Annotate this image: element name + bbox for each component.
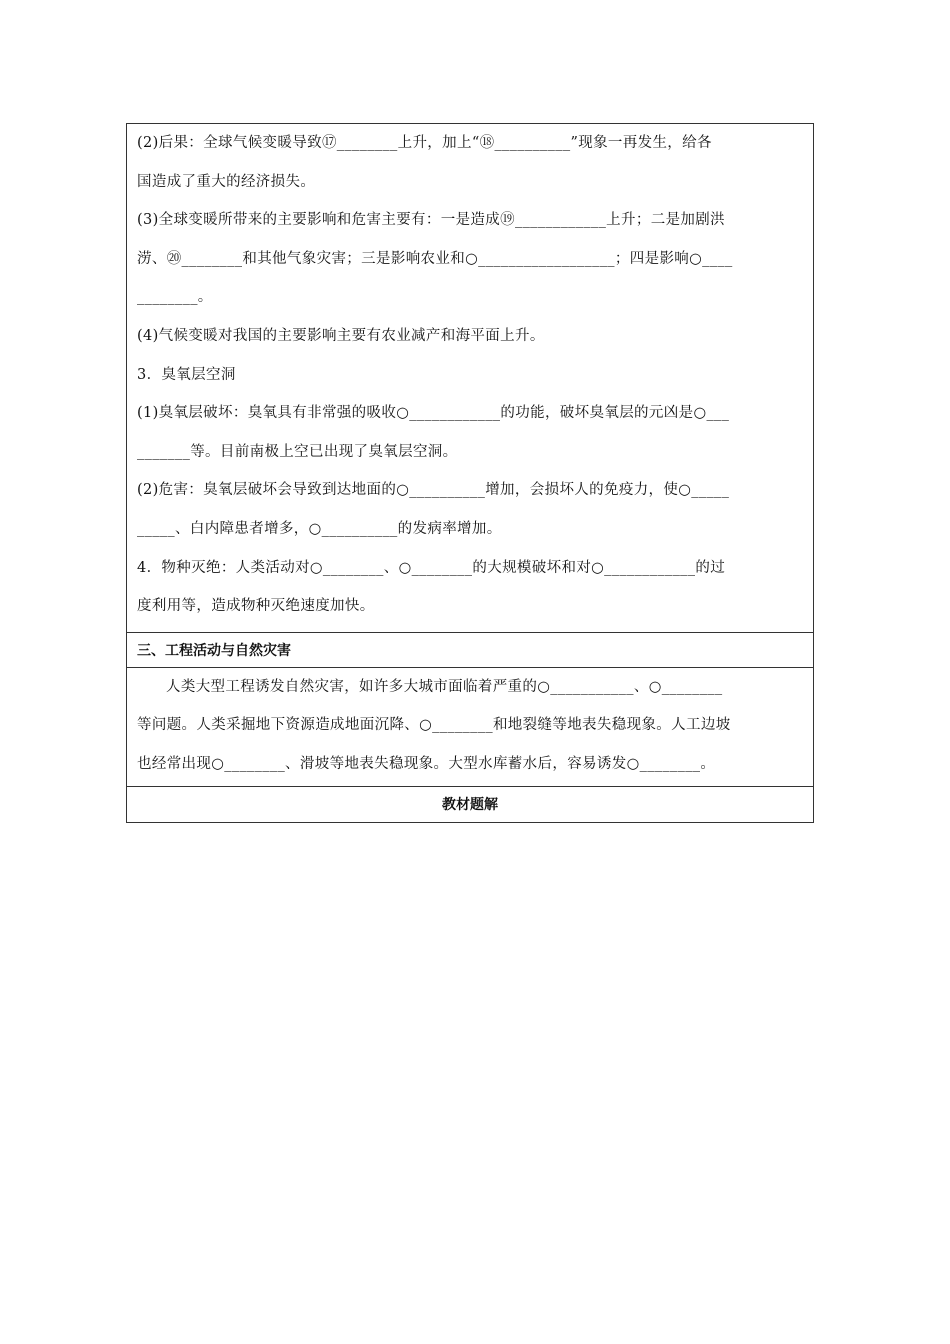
- text-line: _____、白内障患者增多，○__________的发病率增加。: [137, 520, 502, 537]
- text-line: (2)后果：全球气候变暖导致⑰________上升，加上“⑱__________”现象一再发生，给各: [137, 135, 712, 151]
- textbook-answers-cell: [127, 787, 813, 822]
- text-line: (4)气候变暖对我国的主要影响主要有农业减产和海平面上升。: [137, 327, 545, 344]
- engineering-hazards-cell: [127, 668, 813, 787]
- text-line: 等问题。人类采掘地下资源造成地面沉降、○________和地裂缝等地表失稳现象。人工边坡: [137, 717, 731, 734]
- text-line: _______等。目前南极上空已出现了臭氧层空洞。: [137, 443, 458, 460]
- text-line: 国造成了重大的经济损失。: [137, 173, 316, 190]
- species-extinction-line: 4．物种灭绝：人类活动对○________、○________的大规模破坏和对○____________的过: [137, 559, 726, 576]
- text-line: 也经常出现○________、滑坡等地表失稳现象。大型水库蓄水后，容易诱发○________。: [137, 755, 716, 772]
- worksheet-table: [126, 123, 814, 823]
- text-line: 涝、⑳________和其他气象灾害；三是影响农业和○__________________；四是影响○____: [137, 250, 733, 267]
- text-line: ________。: [137, 289, 213, 306]
- textbook-answers-title: 教材题解: [442, 797, 498, 813]
- section-heading-cell: [127, 633, 813, 668]
- global-change-content-cell: [127, 124, 813, 633]
- text-line: 人类大型工程诱发自然灾害，如许多大城市面临着严重的○___________、○________: [166, 678, 723, 695]
- text-line: (3)全球变暖所带来的主要影响和危害主要有：一是造成⑲____________上升；二是加剧洪: [137, 212, 725, 229]
- ozone-subheading: 3．臭氧层空洞: [137, 366, 236, 383]
- section-heading: 三、工程活动与自然灾害: [137, 642, 291, 659]
- text-line: 度利用等，造成物种灭绝速度加快。: [137, 598, 375, 615]
- text-line: (2)危害：臭氧层破坏会导致到达地面的○__________增加，会损坏人的免疫力，使○_____: [137, 482, 730, 499]
- text-line: (1)臭氧层破坏：臭氧具有非常强的吸收○____________的功能，破坏臭氧层的元凶是○___: [137, 405, 730, 422]
